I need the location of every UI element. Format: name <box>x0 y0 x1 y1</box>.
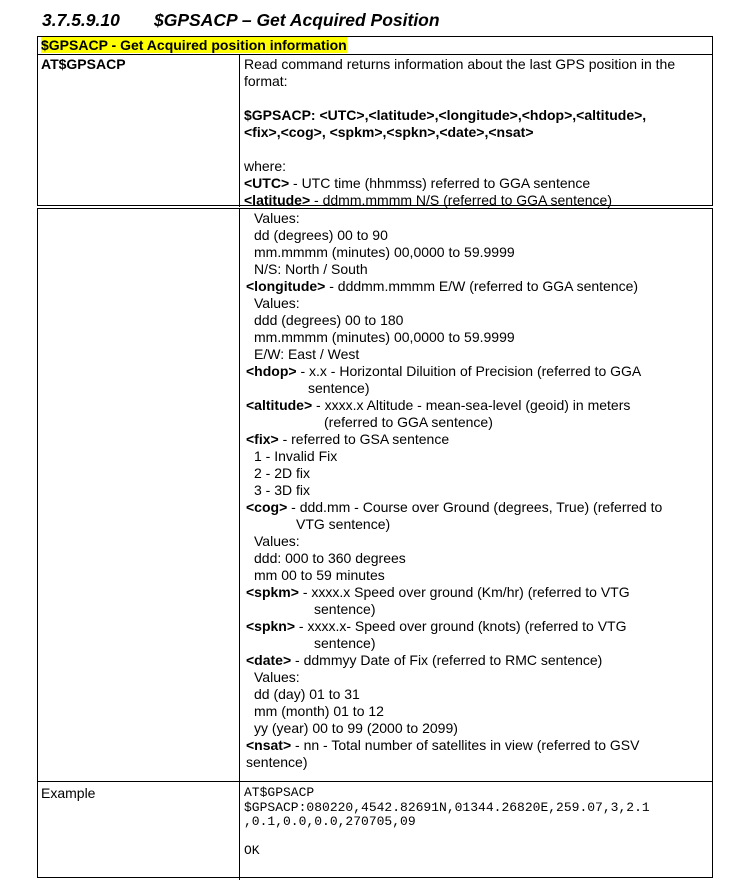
param-date <box>246 652 708 669</box>
example-label: Example <box>38 782 240 880</box>
param-nsat <box>246 737 708 754</box>
value-line: mm.mmmm (minutes) 00,0000 to 59.9999 <box>254 244 515 260</box>
value-line: mm (month) 01 to 12 <box>254 703 384 719</box>
param-name: <fix> <box>246 431 279 447</box>
parameters-row <box>38 209 712 782</box>
example-row <box>38 782 712 880</box>
param-cont: sentence) <box>314 635 376 651</box>
section-title: $GPSACP – Get Acquired Position <box>154 10 440 30</box>
command-table-part1 <box>37 36 713 206</box>
param-desc: - x.x - Horizontal Diluition of Precision (referred to GGA <box>296 363 642 379</box>
param-cont: VTG sentence) <box>296 516 391 532</box>
command-name: AT$GPSACP <box>41 56 126 72</box>
param-name: <altitude> <box>246 397 313 413</box>
param-name: <hdop> <box>246 363 297 379</box>
param-cont: sentence) <box>246 754 308 770</box>
format-line-2: <fix>,<cog>, <spkm>,<spkn>,<date>,<nsat> <box>244 124 534 140</box>
value-line: mm 00 to 59 minutes <box>254 567 385 583</box>
value-line: 2 - 2D fix <box>254 465 311 481</box>
param-desc: - referred to GSA sentence <box>278 431 450 447</box>
param-name: <spkn> <box>246 618 296 634</box>
example-code <box>240 782 712 880</box>
empty-cell <box>38 209 240 781</box>
param-name: <cog> <box>246 499 288 515</box>
table-title-row <box>38 37 712 55</box>
example-line <box>244 830 708 845</box>
intro-text-2: format: <box>244 73 288 89</box>
value-line: ddd: 000 to 360 degrees <box>254 550 406 566</box>
section-heading <box>42 10 440 31</box>
param-name: <spkm> <box>246 584 299 600</box>
value-line: Values: <box>254 533 300 549</box>
value-line: Values: <box>254 669 300 685</box>
example-line: ,0.1,0.0,0.0,270705,09 <box>244 814 416 829</box>
table-title: $GPSACP - Get Acquired position information <box>41 37 347 53</box>
example-line: AT$GPSACP <box>244 785 315 800</box>
example-line: OK <box>244 843 260 858</box>
where-label: where: <box>244 158 287 174</box>
format-line-1: $GPSACP: <UTC>,<latitude>,<longitude>,<hdop>,<altitude>, <box>244 107 647 123</box>
param-name: <latitude> <box>244 192 311 208</box>
param-name: <nsat> <box>246 737 292 753</box>
command-table-part2 <box>37 208 713 878</box>
example-line: $GPSACP:080220,4542.82691N,01344.26820E,259.07,3,2.1 <box>244 799 650 815</box>
param-name: <date> <box>246 652 292 668</box>
param-longitude <box>246 278 708 295</box>
param-hdop <box>246 363 708 380</box>
parameters-cell <box>240 209 712 781</box>
param-desc: - xxxx.x Altitude - mean-sea-level (geoid) in meters <box>312 397 631 413</box>
value-line: dd (degrees) 00 to 90 <box>254 227 388 243</box>
param-desc: - UTC time (hhmmss) referred to GGA sentence <box>289 175 591 191</box>
param-desc: - xxxx.x Speed over ground (Km/hr) (referred to VTG <box>298 584 630 600</box>
value-line: N/S: North / South <box>254 261 368 277</box>
param-desc: - ddd.mm - Course over Ground (degrees, True) (referred to <box>287 499 663 515</box>
param-desc: - nn - Total number of satellites in view (referred to GSV <box>291 737 640 753</box>
param-cog <box>246 499 708 516</box>
intro-text: Read command returns information about the last GPS position in the <box>244 56 676 72</box>
param-cont: sentence) <box>314 601 376 617</box>
param-cont: sentence) <box>308 380 370 396</box>
param-altitude <box>246 397 708 414</box>
param-desc: - ddmm.mmmm N/S (referred to GGA sentence) <box>310 192 612 208</box>
param-cont: (referred to GGA sentence) <box>324 414 493 430</box>
value-line: yy (year) 00 to 99 (2000 to 2099) <box>254 720 458 736</box>
param-latitude <box>244 192 708 209</box>
value-line: ddd (degrees) 00 to 180 <box>254 312 404 328</box>
param-name: <UTC> <box>244 175 290 191</box>
value-line: 1 - Invalid Fix <box>254 448 338 464</box>
param-spkm <box>246 584 708 601</box>
param-fix <box>246 431 708 448</box>
param-spkn <box>246 618 708 635</box>
value-line: mm.mmmm (minutes) 00,0000 to 59.9999 <box>254 329 515 345</box>
command-cell <box>38 55 240 207</box>
value-line: Values: <box>254 295 300 311</box>
value-line: E/W: East / West <box>254 346 360 362</box>
value-line: 3 - 3D fix <box>254 482 311 498</box>
param-desc: - dddmm.mmmm E/W (referred to GGA sentence) <box>325 278 639 294</box>
value-line: dd (day) 01 to 31 <box>254 686 360 702</box>
section-number: 3.7.5.9.10 <box>42 10 120 30</box>
description-cell <box>240 55 712 207</box>
param-desc: - xxxx.x- Speed over ground (knots) (referred to VTG <box>295 618 627 634</box>
param-utc <box>244 175 708 192</box>
value-line: Values: <box>254 210 300 226</box>
param-desc: - ddmmyy Date of Fix (referred to RMC sentence) <box>291 652 603 668</box>
param-name: <longitude> <box>246 278 326 294</box>
command-row <box>38 55 712 207</box>
